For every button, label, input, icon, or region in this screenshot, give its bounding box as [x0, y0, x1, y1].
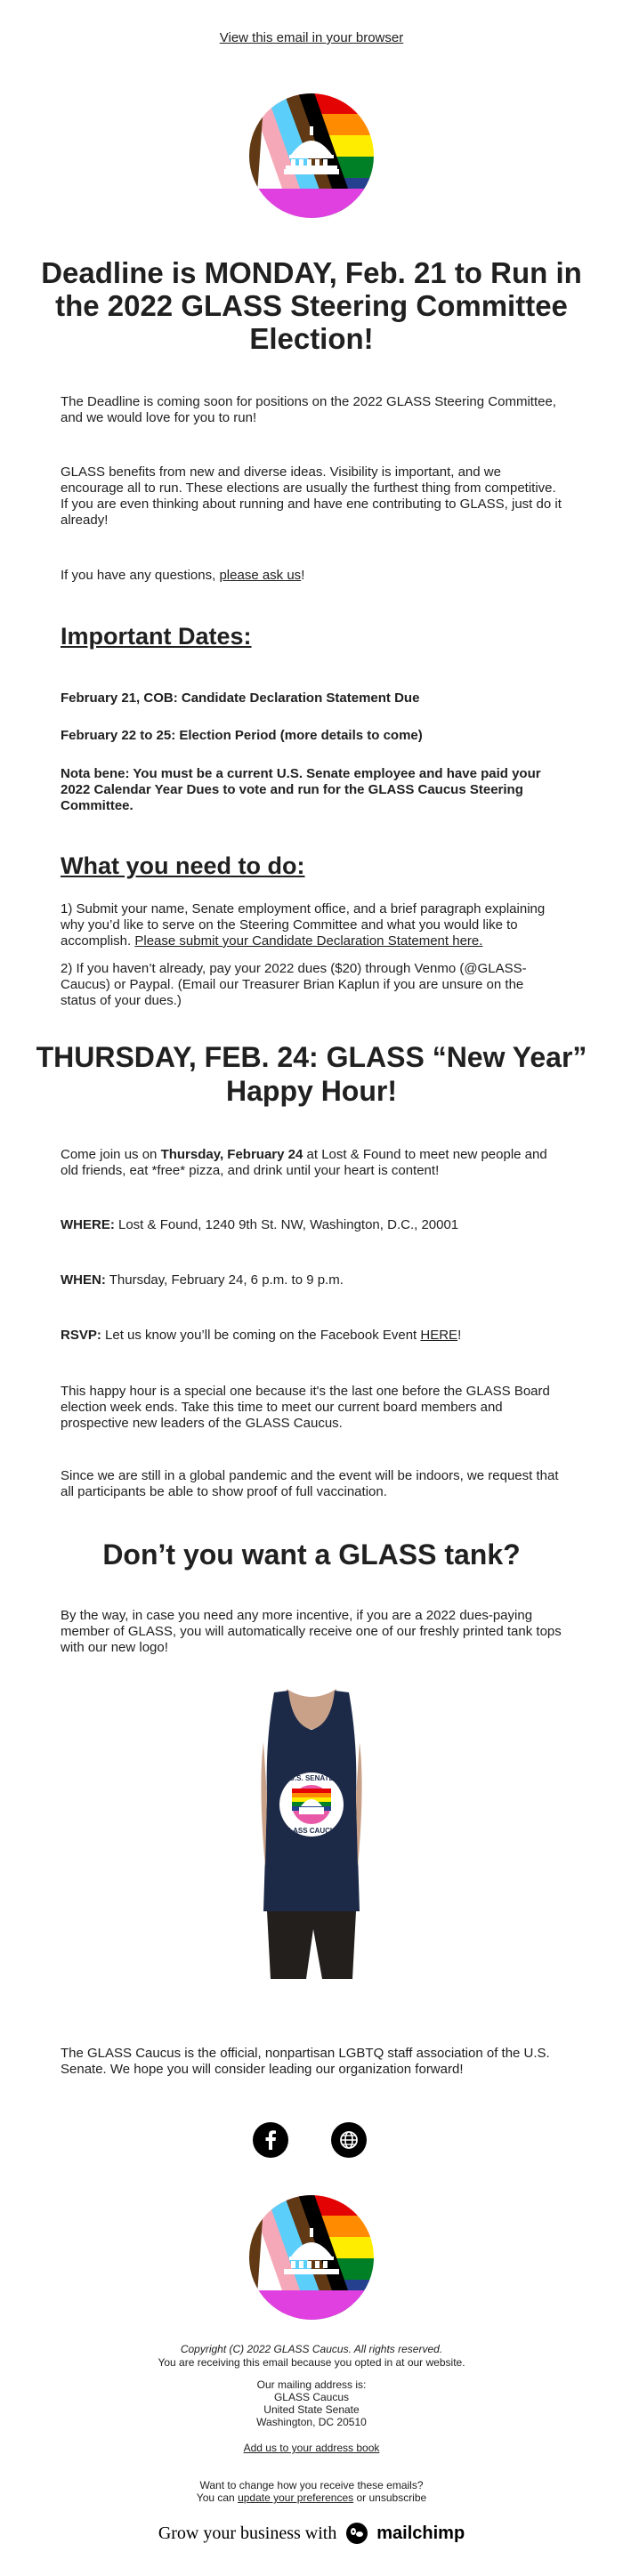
rsvp-text: Let us know you’ll be coming on the Facebook Event — [101, 1328, 421, 1343]
copyright: Copyright (C) 2022 GLASS Caucus. All rights reserved. — [180, 2343, 443, 2355]
update-preferences-link[interactable]: update your preferences — [238, 2491, 354, 2504]
nota-bene: Nota bene: You must be a current U.S. Senate employee and have paid your 2022 Calendar Year Dues to vote and run for the GLASS Caucus Steering Committee. — [61, 766, 541, 813]
intro-paragraph-1: The Deadline is coming soon for positions on the 2022 GLASS Steering Committee, and we would love for you to run! — [61, 394, 556, 425]
grow-business-text: Grow your business with — [158, 2524, 337, 2543]
unsubscribe-text[interactable]: or unsubscribe — [353, 2491, 427, 2504]
shirt-bottom-text: GLASS CAUCUS — [282, 1827, 341, 1835]
address-book-row — [0, 2442, 623, 2454]
happy-hour-title: THURSDAY, FEB. 24: GLASS “New Year” Happy Hour! — [36, 1041, 587, 1107]
where-line — [61, 1217, 562, 1233]
when-label: WHEN: — [61, 1272, 106, 1288]
tank-paragraph: By the way, in case you need any more incentive, if you are a 2022 dues-paying member of GLASS, you will automatically receive one of our freshly printed tank tops with our new logo! — [61, 1608, 562, 1655]
intro-prefix: Come join us on — [61, 1147, 161, 1162]
when-value: Thursday, February 24, 6 p.m. to 9 p.m. — [105, 1272, 344, 1288]
rsvp-label: RSVP: — [61, 1328, 101, 1343]
address-line-2: United State Senate — [263, 2403, 360, 2416]
questions-suffix: ! — [301, 568, 305, 583]
when-line — [61, 1272, 562, 1288]
view-in-browser-link[interactable]: View this email in your browser — [219, 30, 404, 45]
date-item-2: February 22 to 25: Election Period (more details to come) — [61, 728, 423, 743]
intro-suffix: at Lost & Found to meet new people and old friends, eat *free* pizza, and drink until your heart is content! — [61, 1147, 547, 1178]
step-1 — [61, 901, 562, 949]
declaration-statement-link[interactable]: Please submit your Candidate Declaration Statement here. — [134, 933, 483, 949]
where-value: Lost & Found, 1240 9th St. NW, Washington, D.C., 20001 — [114, 1217, 459, 1232]
globe-icon — [331, 2122, 367, 2158]
where-label: WHERE: — [61, 1217, 115, 1232]
facebook-button[interactable] — [253, 2122, 288, 2158]
address-line-1: GLASS Caucus — [273, 2391, 350, 2403]
what-to-do-heading: What you need to do: — [61, 852, 305, 879]
step-2: 2) If you haven’t already, pay your 2022 dues ($20) through Venmo (@GLASS-Caucus) or Paypal. (Email our Treasurer Brian Kaplun if you are unsure on the status of your dues.) — [61, 961, 527, 1008]
opt-in-reason: You are receiving this email because you opted in at our website. — [158, 2356, 465, 2369]
shirt-top-text: U.S. SENATE — [289, 1774, 334, 1782]
mailing-label: Our mailing address is: — [256, 2378, 367, 2391]
update-preferences-row — [0, 2491, 623, 2504]
rsvp-suffix: ! — [457, 1328, 462, 1343]
change-preferences-text: Want to change how you receive these emails? — [199, 2479, 424, 2491]
happy-hour-intro — [61, 1147, 562, 1179]
questions-text: If you have any questions, — [61, 568, 220, 583]
intro-paragraph-2: GLASS benefits from new and diverse ideas. Visibility is important, and we encourage all to run. These elections are usually the furthest thing from competitive. If you are even thinking about running and have ene contributing to GLASS, just do it already! — [61, 464, 562, 528]
tank-title: Don’t you want a GLASS tank? — [102, 1538, 521, 1571]
ask-us-link[interactable]: please ask us — [219, 568, 302, 583]
tank-top-image — [240, 1689, 383, 1979]
important-dates-heading: Important Dates: — [61, 623, 252, 650]
rsvp-line — [61, 1328, 562, 1344]
vaccination-paragraph: Since we are still in a global pandemic and the event will be indoors, we request that all participants be able to show proof of full vaccination. — [61, 1468, 559, 1499]
mailchimp-badge[interactable] — [0, 2518, 623, 2548]
address-line-3: Washington, DC 20510 — [256, 2416, 367, 2428]
date-item-1: February 21, COB: Candidate Declaration Statement Due — [61, 690, 420, 706]
questions-paragraph — [61, 568, 562, 584]
special-paragraph: This happy hour is a special one because it's the last one before the GLASS Board election week ends. Take this time to meet our current board members and prospective new leaders of the GLASS Caucus. — [61, 1384, 550, 1431]
update-prefix: You can — [196, 2491, 239, 2504]
add-to-address-book-link[interactable]: Add us to your address book — [243, 2442, 380, 2454]
footer-glass-logo — [248, 2194, 375, 2321]
mailchimp-wordmark: mailchimp — [376, 2524, 465, 2543]
hero-title: Deadline is MONDAY, Feb. 21 to Run in the 2022 GLASS Steering Committee Election! — [41, 256, 582, 355]
intro-date: Thursday, February 24 — [160, 1147, 303, 1162]
glass-logo — [248, 93, 375, 219]
closing-paragraph: The GLASS Caucus is the official, nonpartisan LGBTQ staff association of the U.S. Senate. We hope you will consider leading our organization forward! — [61, 2046, 550, 2077]
step-1-text: 1) Submit your name, Senate employment office, and a brief paragraph explaining why you’d like to serve on the Steering Committee and what you would like to accomplish. — [61, 901, 546, 949]
facebook-event-link[interactable]: HERE — [420, 1328, 458, 1343]
facebook-icon — [253, 2122, 288, 2158]
mailchimp-monkey-icon — [344, 2521, 369, 2546]
website-button[interactable] — [331, 2122, 367, 2158]
